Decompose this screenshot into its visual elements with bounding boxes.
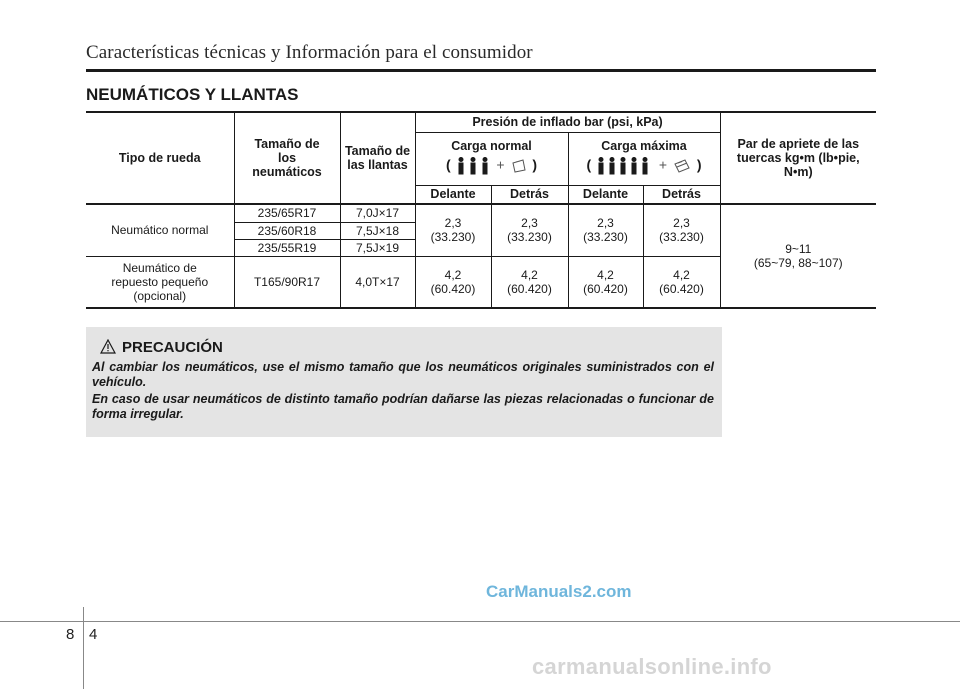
pressure-psi-kpa: (60.420) [430, 281, 476, 296]
caution-line: En caso de usar neumáticos de distinto tamaño podrían dañarse las piezas relacionadas o funcionar de forma irregular. [92, 392, 714, 421]
tire-size-cell: 235/60R18 [234, 222, 340, 239]
normal-front-pressure [415, 256, 491, 308]
header-max-front: Delante [568, 185, 643, 204]
pressure-bar: 4,2 [673, 267, 690, 282]
torque-kgm: 9~11 [785, 242, 812, 256]
normal-front-pressure [415, 204, 491, 256]
tire-spec-table [86, 111, 876, 309]
page-header-title: Características técnicas y Información para el consumidor [86, 42, 533, 63]
page-number: 4 [89, 626, 98, 643]
header-rim-size: Tamaño de las llantas [340, 112, 415, 204]
wheel-type-normal: Neumático normal [86, 204, 234, 256]
pressure-bar: 4,2 [521, 267, 538, 282]
max-load-icons [571, 157, 718, 175]
warning-triangle-icon [100, 339, 116, 358]
caution-line: Al cambiar los neumáticos, use el mismo tamaño que los neumáticos originales suministrados con el vehículo. [92, 360, 714, 389]
tire-size-cell: T165/90R17 [234, 256, 340, 308]
header-normal-rear: Detrás [491, 185, 568, 204]
pressure-psi-kpa: (33.230) [659, 230, 704, 245]
caution-title: PRECAUCIÓN [122, 339, 223, 356]
footer-rule [0, 621, 960, 622]
pressure-bar: 4,2 [444, 267, 462, 282]
chapter-number: 8 [66, 626, 75, 643]
normal-load-label: Carga normal [451, 138, 532, 153]
header-normal-front: Delante [415, 185, 491, 204]
tire-size-cell: 235/55R19 [234, 239, 340, 256]
plus-sign: + [496, 156, 505, 173]
plus-sign: + [658, 156, 668, 173]
caution-box [86, 327, 722, 437]
small-luggage-icon [510, 159, 526, 173]
footer-divider [83, 607, 84, 689]
header-tire-size: Tamaño de los neumáticos [234, 112, 340, 204]
header-rule [86, 69, 876, 72]
pressure-psi-kpa: (60.420) [507, 281, 552, 296]
header-max-rear: Detrás [643, 185, 720, 204]
rim-size-cell: 7,0J×17 [340, 204, 415, 222]
pressure-psi-kpa: (33.230) [583, 230, 628, 245]
large-luggage-icon [673, 158, 691, 174]
max-front-pressure [568, 204, 643, 256]
paren-open: ( [445, 156, 451, 173]
header-torque: Par de apriete de las tuercas kg•m (lb•pie, N•m) [720, 112, 876, 204]
header-wheel-type: Tipo de rueda [86, 112, 234, 204]
normal-load-icons [418, 157, 566, 175]
rim-size-cell: 7,5J×19 [340, 239, 415, 256]
pressure-psi-kpa: (60.420) [583, 281, 628, 296]
rim-size-cell: 7,5J×18 [340, 222, 415, 239]
paren-close: ) [532, 156, 538, 173]
wheel-type-spare: Neumático de repuesto pequeño (opcional) [86, 256, 234, 308]
header-pressure: Presión de inflado bar (psi, kPa) [415, 112, 720, 132]
pressure-psi-kpa: (33.230) [507, 230, 552, 245]
pressure-bar: 2,3 [444, 216, 462, 231]
pressure-bar: 2,3 [673, 216, 690, 231]
pressure-bar: 2,3 [521, 216, 538, 231]
header-max-load [568, 132, 720, 185]
pressure-bar: 4,2 [597, 267, 614, 282]
max-load-label: Carga máxima [601, 138, 687, 153]
torque-lbft-nm: (65~79, 88~107) [753, 256, 843, 270]
paren-close: ) [696, 156, 702, 173]
max-rear-pressure [643, 256, 720, 308]
rim-size-cell: 4,0T×17 [340, 256, 415, 308]
watermark-carmanuals2[interactable]: CarManuals2.com [486, 582, 632, 601]
max-rear-pressure [643, 204, 720, 256]
normal-rear-pressure [491, 256, 568, 308]
tire-size-cell: 235/65R17 [234, 204, 340, 222]
pressure-psi-kpa: (33.230) [430, 230, 476, 245]
max-front-pressure [568, 256, 643, 308]
watermark-carmanualsonline[interactable]: carmanualsonline.info [532, 654, 772, 679]
torque-value [720, 204, 876, 308]
paren-open: ( [586, 156, 592, 173]
pressure-bar: 2,3 [597, 216, 614, 231]
pressure-psi-kpa: (60.420) [659, 281, 704, 296]
header-normal-load [415, 132, 568, 185]
normal-rear-pressure [491, 204, 568, 256]
section-title: NEUMÁTICOS Y LLANTAS [86, 85, 299, 104]
caution-heading [100, 339, 223, 358]
table-row [86, 204, 876, 222]
five-passengers-icon [597, 157, 653, 175]
three-passengers-icon [457, 157, 491, 175]
caution-body [92, 360, 714, 424]
